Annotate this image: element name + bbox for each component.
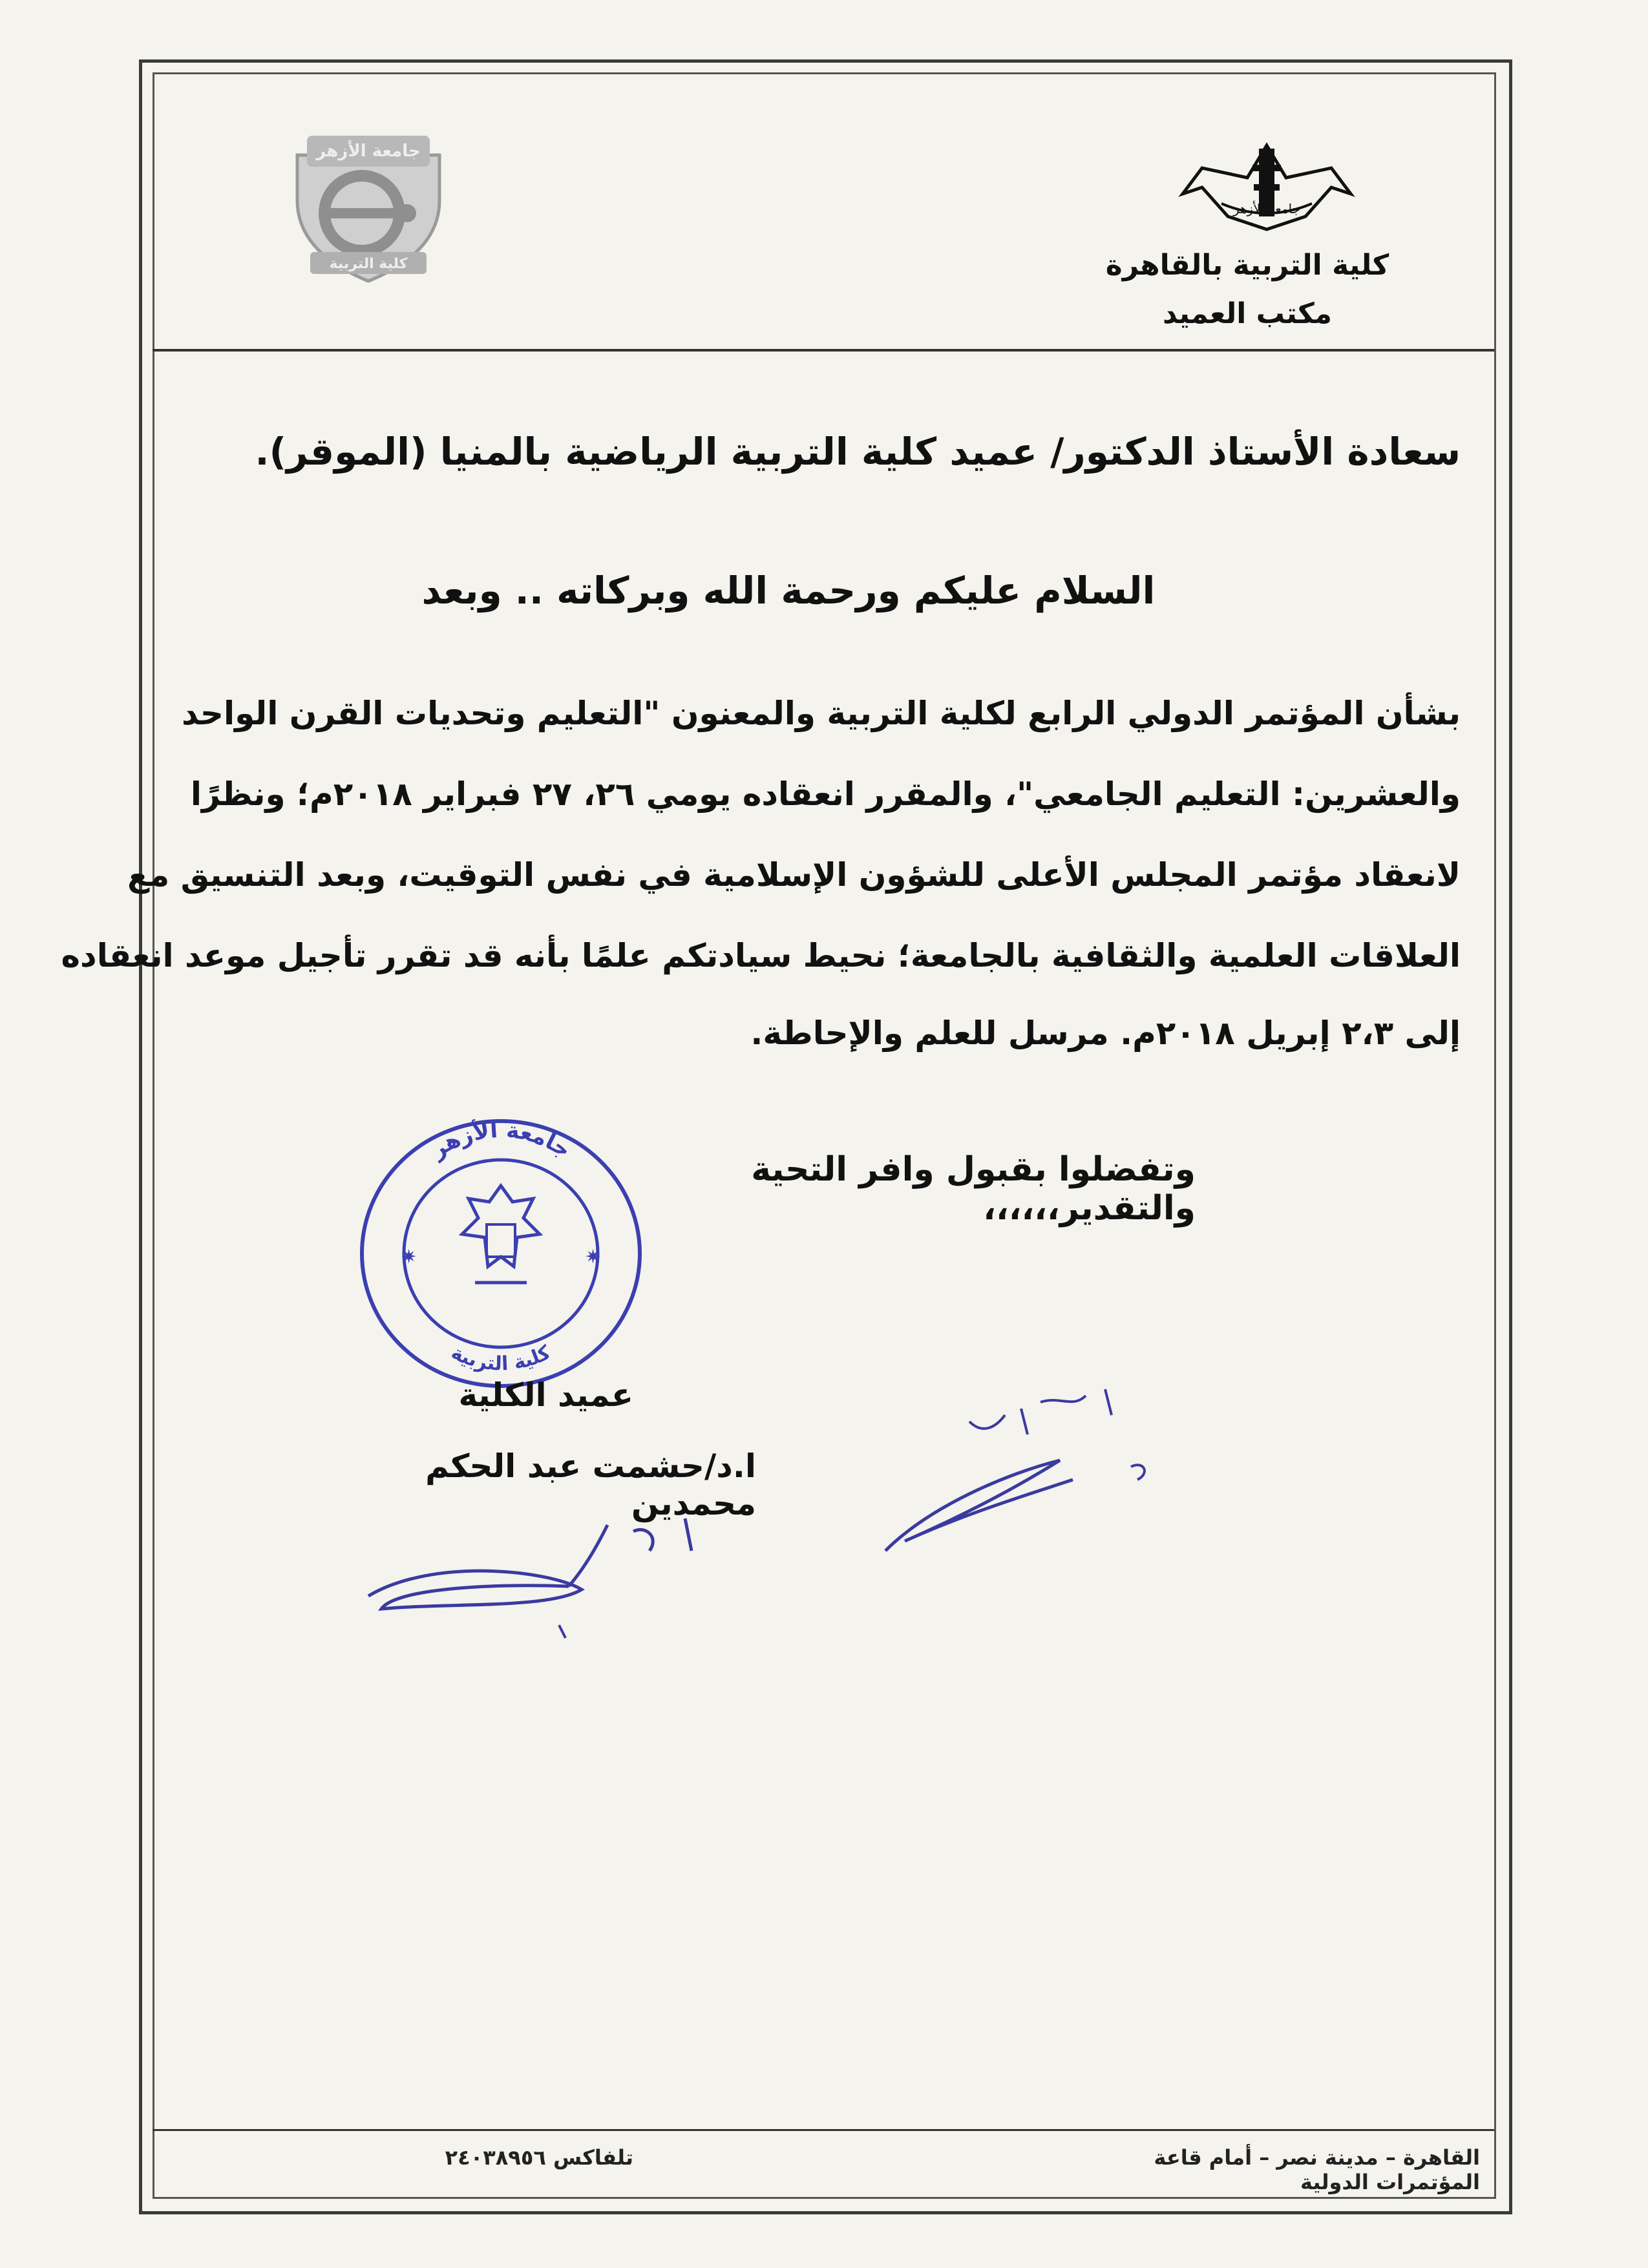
handwritten-signature-left: [355, 1512, 743, 1654]
svg-text:✷: ✷: [401, 1246, 417, 1268]
body-line-2: والعشرين: التعليم الجامعي"، والمقرر انعقاده يومي ٢٦، ٢٧ فبراير ٢٠١٨م؛ ونظرًا: [190, 775, 1461, 813]
footer-address: القاهرة – مدينة نصر – أمام قاعة المؤتمرات الدولية: [1154, 2145, 1480, 2194]
signatory-name: ا.د/حشمت عبد الحكم محمدين: [425, 1447, 756, 1522]
header-rule: [153, 349, 1494, 352]
svg-text:كلية التربية: كلية التربية: [447, 1341, 555, 1376]
svg-text:كلية التربية: كلية التربية: [329, 256, 408, 272]
closing-line: وتفضلوا بقبول وافر التحية والتقدير،،،،،،: [751, 1150, 1196, 1228]
recipient-line: سعادة الأستاذ الدكتور/ عميد كلية التربية الرياضية بالمنيا (الموقر).: [255, 430, 1461, 474]
college-name: كلية التربية بالقاهرة: [1105, 249, 1389, 282]
official-stamp: [339, 1105, 662, 1396]
greeting: السلام عليكم ورحمة الله وبركاته .. وبعد: [421, 569, 1156, 613]
handwritten-signature-right: [866, 1383, 1163, 1564]
body-line-5: إلى ٢،٣ إبريل ٢٠١٨م. مرسل للعلم والإحاطة.: [750, 1014, 1461, 1052]
svg-text:✷: ✷: [585, 1246, 602, 1268]
body-line-4: العلاقات العلمية والثقافية بالجامعة؛ نحيط سيادتكم علمًا بأنه قد تقرر تأجيل موعد انعقاده: [61, 937, 1461, 974]
footer-rule: [153, 2129, 1494, 2131]
dean-office: مكتب العميد: [1162, 297, 1332, 330]
svg-text:جامعة الأزهر: جامعة الأزهر: [426, 1117, 576, 1164]
body-line-3: لانعقاد مؤتمر المجلس الأعلى للشؤون الإسلامية في نفس التوقيت، وبعد التنسيق مع: [127, 856, 1461, 894]
signature-title: عميد الكلية: [458, 1376, 633, 1414]
body-line-1: بشأن المؤتمر الدولي الرابع لكلية التربية والمعنون "التعليم وتحديات القرن الواحد: [182, 695, 1461, 732]
footer-fax: تلفاكس ٢٤٠٣٨٩٥٦: [445, 2145, 633, 2170]
college-logo-left: [284, 123, 452, 291]
svg-text:جامعة الأزهر: جامعة الأزهر: [316, 142, 421, 161]
college-logo-right: [1176, 132, 1357, 242]
svg-text:جامعة الأزهر: جامعة الأزهر: [1232, 201, 1301, 216]
